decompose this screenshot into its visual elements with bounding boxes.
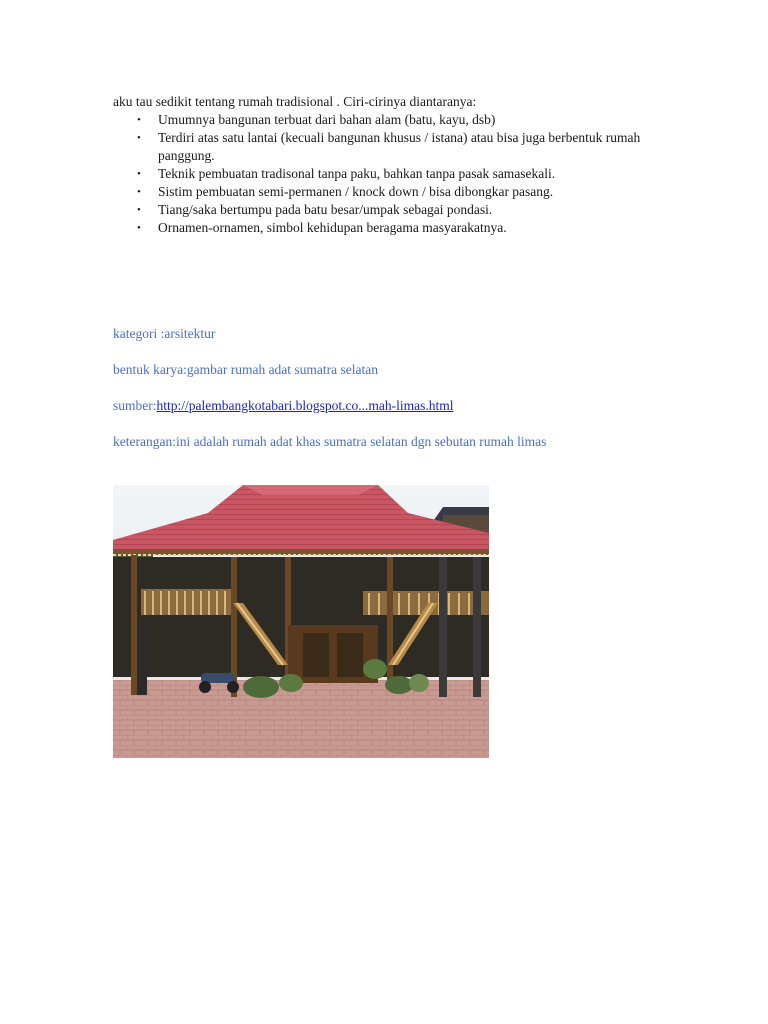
list-item <box>113 165 673 183</box>
list-item <box>113 219 673 237</box>
list-item-text: Terdiri atas satu lantai (kecuali bangunan khusus / istana) atau bisa juga berbentuk rumah panggung. <box>158 130 641 163</box>
list-item-text: Tiang/saka bertumpu pada batu besar/umpak sebagai pondasi. <box>158 202 493 217</box>
bentuk-karya-text: bentuk karya:gambar rumah adat sumatra selatan <box>113 362 379 377</box>
list-item <box>113 129 673 165</box>
list-item-text: Ornamen-ornamen, simbol kehidupan beragama masyarakatnya. <box>158 220 507 235</box>
bullet-icon: • <box>137 168 141 180</box>
list-item <box>113 183 673 201</box>
list-item-text: Sistim pembuatan semi-permanen / knock down / bisa dibongkar pasang. <box>158 184 554 199</box>
traits-list <box>113 111 673 237</box>
sumber-link[interactable]: http://palembangkotabari.blogspot.co...mah-limas.html <box>156 398 454 413</box>
bullet-icon: • <box>137 132 141 144</box>
list-item-text: Umumnya bangunan terbuat dari bahan alam (batu, kayu, dsb) <box>158 112 496 127</box>
house-illustration <box>113 485 489 758</box>
list-item <box>113 201 673 219</box>
list-item <box>113 111 673 129</box>
bullet-icon: • <box>137 114 141 126</box>
keterangan-text: keterangan:ini adalah rumah adat khas sumatra selatan dgn sebutan rumah limas <box>113 434 547 449</box>
bullet-icon: • <box>137 222 141 234</box>
rumah-limas-photo <box>113 485 489 758</box>
intro-text: aku tau sedikit tentang rumah tradisional . Ciri-cirinya diantaranya: <box>113 94 477 109</box>
bullet-icon: • <box>137 186 141 198</box>
kategori-text: kategori :arsitektur <box>113 326 216 341</box>
sumber-line <box>113 397 453 415</box>
bullet-icon: • <box>137 204 141 216</box>
list-item-text: Teknik pembuatan tradisonal tanpa paku, bahkan tanpa pasak samasekali. <box>158 166 556 181</box>
sumber-label: sumber: <box>113 398 157 413</box>
